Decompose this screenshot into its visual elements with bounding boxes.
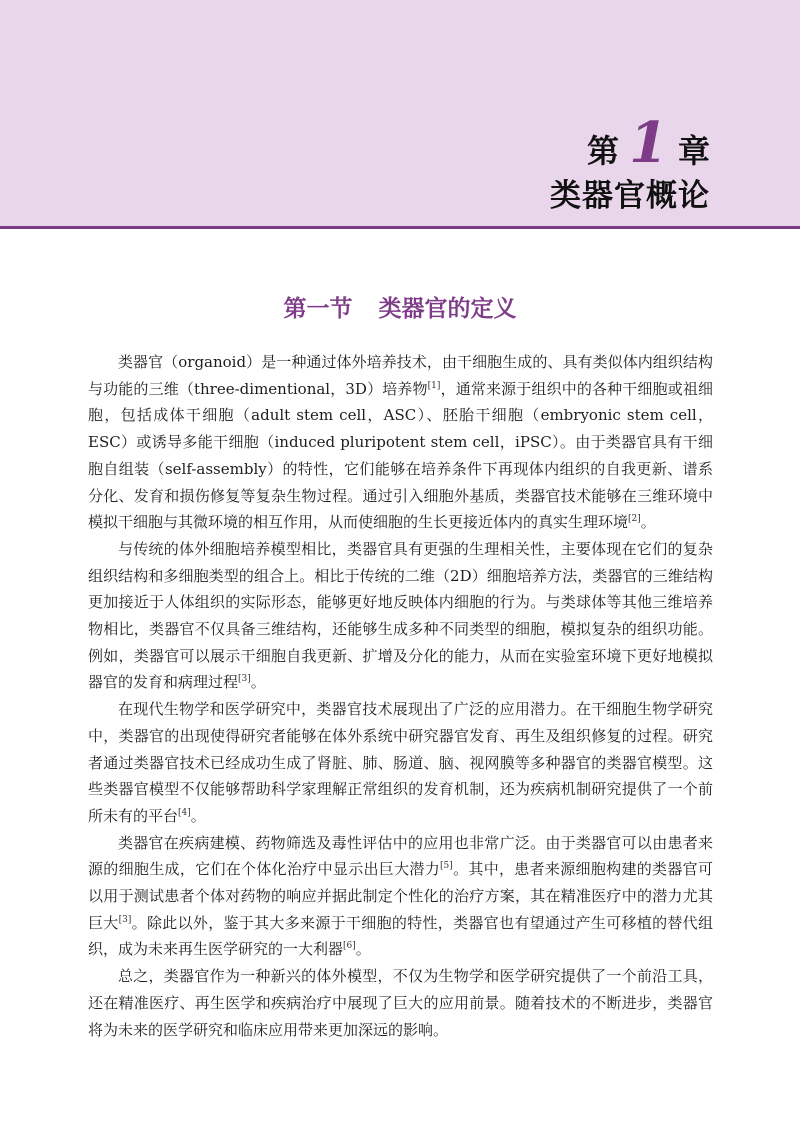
section-title: 类器官的定义 bbox=[378, 296, 517, 322]
section-number: 第一节 bbox=[283, 296, 353, 322]
paragraph-text: 。 bbox=[250, 673, 266, 692]
citation-ref: [4] bbox=[178, 807, 191, 818]
section-heading bbox=[0, 290, 800, 323]
paragraph-text: 类器官在疾病建模、药物筛选及毒性评估中的应用也非常广泛。由于类器官可以由患者来源的细胞生成，它们在个体化治疗中显示出巨大潜力 bbox=[88, 833, 713, 879]
paragraph-text: 类器官（organoid）是一种通过体外培养技术，由干细胞生成的、具有类似体内组织结构与功能的三维（three-dimentional，3D）培养物 bbox=[88, 353, 713, 398]
paragraph-1 bbox=[88, 349, 713, 536]
paragraph-text: 与传统的体外细胞培养模型相比，类器官具有更强的生理相关性，主要体现在它们的复杂组织结构和多细胞类型的组合上。相比于传统的二维（2D）细胞培养方法，类器官的三维结构更加接近于人体组织的实际形态，能够更好地反映体内细胞的行为。与类球体等其他三维培养物相比，类器官不仅具备三维结构，还能够生成多种不同类型的细胞，模拟复杂的组织功能。例如，类器官可以展示干细胞自我更新、扩增及分化的能力，从而在实验室环境下更好地模拟器官的发育和病理过程 bbox=[88, 539, 713, 692]
citation-ref: [3] bbox=[118, 914, 132, 925]
chapter-suffix: 章 bbox=[677, 132, 710, 170]
chapter-number: 1 bbox=[629, 110, 668, 176]
paragraph-2 bbox=[88, 536, 713, 696]
chapter-title: 类器官概论 bbox=[550, 178, 710, 214]
paragraph-4 bbox=[88, 830, 713, 964]
citation-ref: [3] bbox=[238, 674, 251, 685]
paragraph-text: 。 bbox=[190, 806, 206, 825]
paragraph-text: 。除此以外，鉴于其大多来源于干细胞的特性，类器官也有望通过产生可移植的替代组织，成为未来再生医学研究的一大利器 bbox=[88, 913, 713, 959]
paragraph-text: 。其中，患者来源细胞构建的类器官可以用于测试患者个体对药物的响应并据此制定个性化的治疗方案，其在精准医疗中的潜力尤其巨大 bbox=[88, 860, 713, 932]
paragraph-text: ，通常来源于组织中的各种干细胞或祖细胞，包括成体干细胞（adult stem cell，ASC）、胚胎干细胞（embryonic stem cell，ESC）或诱导多能干细胞（induced pluripotent stem cell，iPSC）。由于类器官具有干细胞自组装（self-assembly）的特性，它们能够在培养条件下再现体内组织的自我更新、谱系分化、发育和损伤修复等复杂生物过程。通过引入细胞外基质，类器官技术能够在三维环境中模拟干细胞与其微环境的相互作用，从而使细胞的生长更接近体内的真实生理环境 bbox=[88, 379, 713, 532]
paragraph-3 bbox=[88, 696, 713, 830]
paragraph-text: 。 bbox=[640, 513, 656, 532]
paragraph-text: 总之，类器官作为一种新兴的体外模型，不仅为生物学和医学研究提供了一个前沿工具，还在精准医疗、再生医学和疾病治疗中展现了巨大的应用前景。随着技术的不断进步，类器官将为未来的医学研究和临床应用带来更加深远的影响。 bbox=[88, 967, 713, 1039]
paragraph-text: 。 bbox=[355, 940, 371, 959]
citation-ref: [2] bbox=[628, 514, 641, 525]
citation-ref: [6] bbox=[343, 941, 356, 952]
citation-ref: [1] bbox=[427, 380, 441, 391]
chapter-label bbox=[587, 110, 710, 176]
body-text bbox=[88, 349, 713, 1043]
citation-ref: [5] bbox=[440, 861, 453, 872]
chapter-prefix: 第 bbox=[587, 132, 620, 170]
paragraph-5 bbox=[88, 963, 713, 1043]
paragraph-text: 在现代生物学和医学研究中，类器官技术展现出了广泛的应用潜力。在干细胞生物学研究中，类器官的出现使得研究者能够在体外系统中研究器官发育、再生及组织修复的过程。研究者通过类器官技术已经成功生成了肾脏、肺、肠道、脑、视网膜等多种器官的类器官模型。这些类器官模型不仅能够帮助科学家理解正常组织的发育机制，还为疾病机制研究提供了一个前所未有的平台 bbox=[88, 700, 713, 825]
chapter-header-rule bbox=[0, 226, 800, 229]
